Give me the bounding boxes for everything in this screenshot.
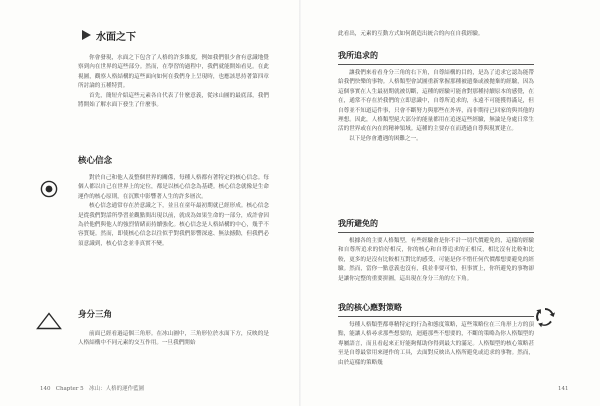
section-title: 水面之下 xyxy=(96,32,136,43)
cycle-arrows-icon xyxy=(534,306,556,328)
triangle-outline-icon xyxy=(36,312,62,330)
triangle-text xyxy=(78,330,269,349)
core-paragraph-2: 核心信念通常存在於意識之下，並且在童年最初期就已經形成。核心信念是從我們對話所學習並觀點間出現以前，就成為如果生命的一部分，成許會因為於他們與他人的強烈情緒而持續強化。核心信念是人格結構的中心，幾乎不容質疑。然而，即使核心信念以往似乎對我們影響深遠、無法撼動，但我們必須意識到，核心信念並非真實不變。 xyxy=(78,203,269,247)
strategy-paragraph: 每種人格類型都專精特定的行為和態度策略，這些策略位在三角形上方的頂點，能讓人格尋求那些想要的，迴避那些不想要的，不斷的策略為你人格類型的專屬語言，而且看起來正好能夠幫助你得到最大的滿足。人格類型的核心策略甚至是自尊最常用來運作的工具，去面對反映出人格所避免或追求的事物。然而，由於這樣的策略幾 xyxy=(338,322,534,366)
core-beliefs-text xyxy=(78,174,269,249)
strategy-section xyxy=(338,302,534,368)
avoid-title: 我所避免的 xyxy=(338,218,534,233)
intro-text xyxy=(78,54,269,110)
sought-section xyxy=(338,50,534,144)
core-beliefs-title: 核心信念 xyxy=(78,156,113,166)
core-paragraph-1: 對於自己和他人及整個世界的關係，每種人格都有著特定的核心信念。每個人都以自己在世界上的定位，都是以核心信念為基礎。核心信念就像是生命運作的核心原則，在沉默中影響著人生的許多層次。 xyxy=(78,175,269,200)
identity-triangle-title: 身分三角 xyxy=(78,310,113,320)
intro-paragraph-2: 首先，簡短介紹這些元素各自代表了什麼意義，從冰山圖的最底部，我們將開始了解水面下發生了什麼事。 xyxy=(78,92,269,109)
right-page xyxy=(300,0,600,406)
triangle-paragraph: 前面已經看過這個三角形。在冰山圖中，三角形位於水面下方，反映的是人格結構中不同元素的交互作用。一旦我們開始 xyxy=(78,331,269,347)
page-number-left: 140 xyxy=(40,386,51,392)
avoid-section xyxy=(338,218,534,284)
avoid-paragraph: 根據各的主要人格類型，有些經驗會是你不計一切代價避免的，這樣的經驗和自尊所追求的恰好相反，你的核心和自尊追求的正相反，相比沒有比較和比較，更多的是沒有比較相互對比的感受，可能是你不惜任何代價都想要避免的經驗。然而，當你一點意義也沒有，我並非要可怕，但事實上，你所避免的事物卻是讓你完整的重要拼圖，這出現在身分三角的左下角。 xyxy=(338,238,534,282)
left-folio xyxy=(40,384,144,392)
target-circle-icon xyxy=(40,180,58,198)
page-number-right: 141 xyxy=(558,386,569,392)
sought-paragraph-1: 讓我們來看看身分三角的右下角，自尊結構的目的，是為了追求它認為能帶給我們快樂的事物。人格類型會試圖重新掌握那種被遺棄或被拋棄的經驗，因為這個事實在人生最初期就被切斷，這種的經驗可能會對那種持續原本的感覺，在在，通常不存在於我們的立即意識中，自尊所追求的，永遠不可能獲得滿足，但自尊並不知道這件事，只會不斷努力與那些在外界，而非期待已回家的與其他的理想。因此，人格類型絕大部分的能量都用在追逐這些經驗，無論是身處日常生活的世界或在內在的精神領域。這種的主要存在而透過自尊與現實建立。 xyxy=(338,70,534,133)
sought-paragraph-2: 以下是你會遭遇的困難之一。 xyxy=(349,135,422,142)
strategy-title: 我的核心應對策略 xyxy=(338,302,534,317)
intro-paragraph-1: 你會發現，水面之下包含了人格的許多維度，例如我們很少會有意識地覺察到內在世界的這些部分。然而，在學習的過程中，我們就能開始看見。在此視圖，觀察人格結構的這些面向如何在我們身上呈現時，也應該思持著第四章所討論的五種特質。 xyxy=(78,55,269,90)
top-paragraph: 此看出，元素的互動方式如何創造出統合的內在自我經驗。 xyxy=(338,31,484,37)
right-folio xyxy=(558,386,569,392)
chapter-label: Chapter 5 冰山：人格的運作藍圖 xyxy=(55,386,145,392)
top-text xyxy=(338,30,534,39)
sought-title: 我所追求的 xyxy=(338,50,534,65)
play-triangle-icon xyxy=(82,30,91,40)
